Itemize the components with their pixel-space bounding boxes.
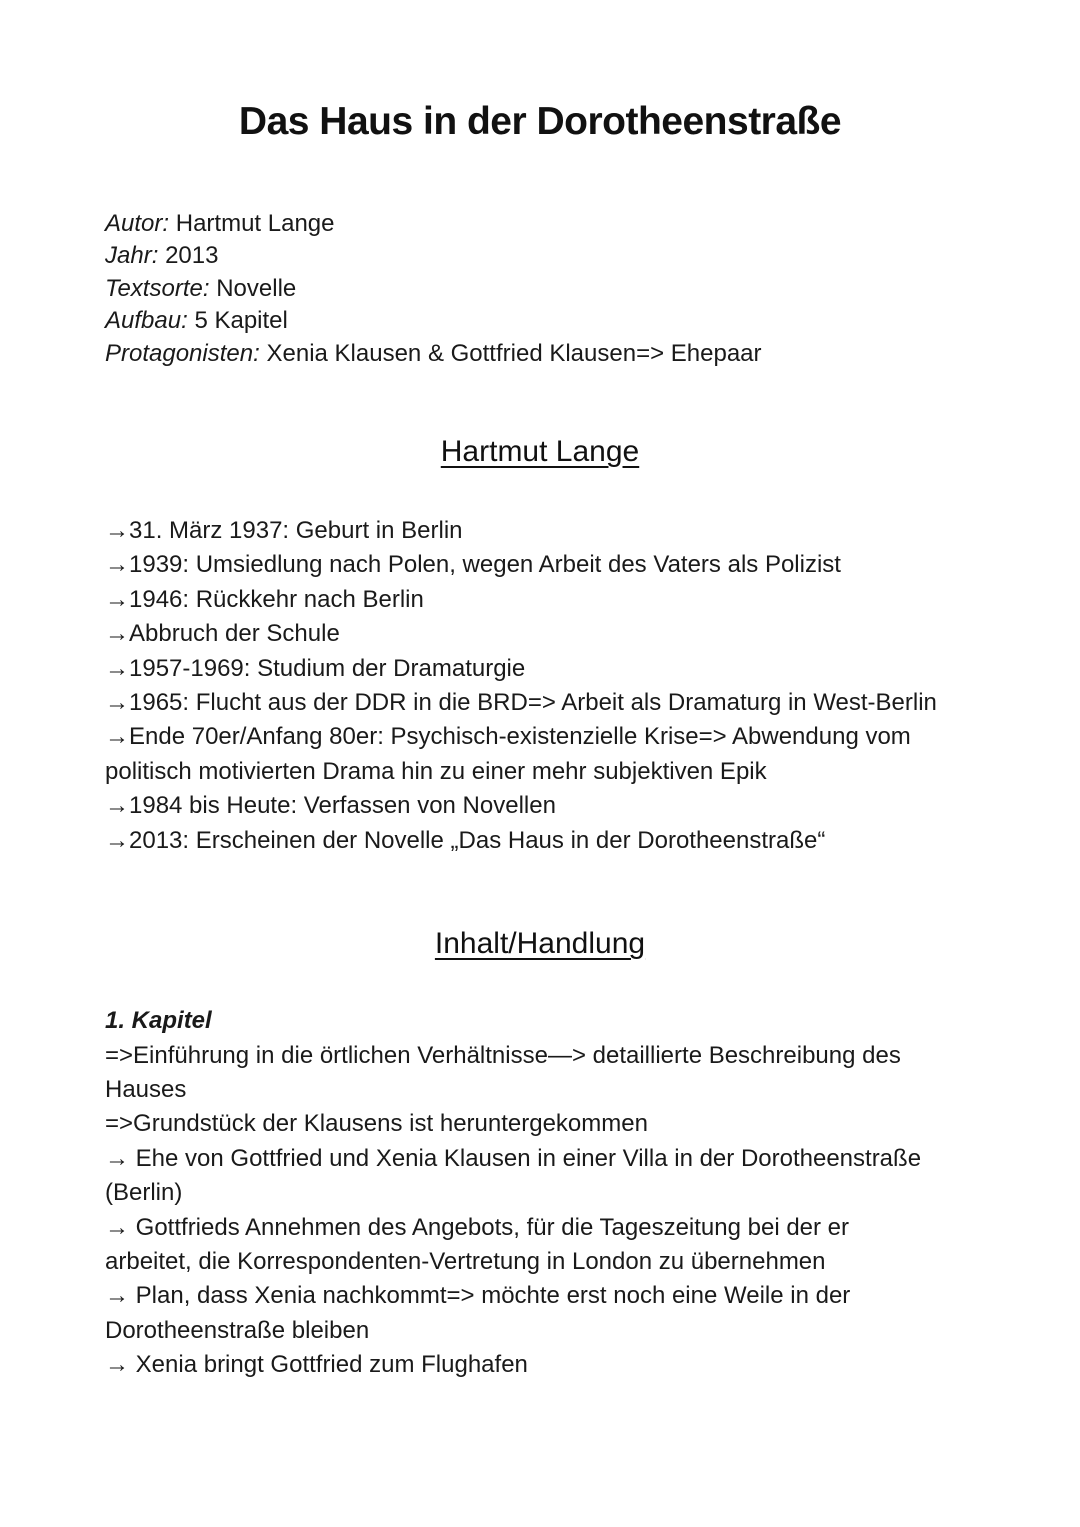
section-heading-hartmut-lange: Hartmut Lange	[440, 435, 640, 469]
meta-row-jahr	[105, 240, 935, 272]
meta-value: Novelle	[216, 274, 297, 302]
meta-value: 2013	[165, 242, 219, 270]
list-item: →Ende 70er/Anfang 80er: Psychisch-existenzielle Krise=> Abwendung vom politisch motivierten Drama hin zu einer mehr subjektiven Epik	[105, 723, 911, 785]
list-item: →2013: Erscheinen der Novelle „Das Haus in der Dorotheenstraße“	[105, 826, 826, 854]
document-title: Das Haus in der Dorotheenstraße	[238, 100, 842, 143]
meta-label: Jahr:	[105, 242, 159, 270]
list-item: →31. März 1937: Geburt in Berlin	[105, 517, 463, 545]
list-item: → Ehe von Gottfried und Xenia Klausen in einer Villa in der Dorotheenstraße (Berlin)	[105, 1144, 922, 1207]
list-item: → Xenia bringt Gottfried zum Flughafen	[105, 1351, 528, 1379]
list-item: =>Einführung in die örtlichen Verhältnisse—> detaillierte Beschreibung des Hauses	[105, 1041, 901, 1103]
meta-label: Aufbau:	[105, 307, 188, 335]
meta-label: Textsorte:	[105, 274, 210, 302]
section-heading-inhalt-handlung: Inhalt/Handlung	[434, 927, 646, 961]
list-item: → Plan, dass Xenia nachkommt=> möchte erst noch eine Weile in der Dorotheenstraße bleiben	[105, 1282, 851, 1344]
meta-row-autor	[105, 208, 935, 240]
chapter-content-list	[105, 1039, 937, 1383]
list-item: →1965: Flucht aus der DDR in die BRD=> Arbeit als Dramaturg in West-Berlin	[105, 689, 937, 717]
meta-label: Protagonisten:	[105, 339, 260, 367]
biography-list	[105, 514, 937, 858]
meta-value: Xenia Klausen & Gottfried Klausen=> Ehepaar	[266, 339, 762, 367]
list-item: →1946: Rückkehr nach Berlin	[105, 585, 424, 613]
list-item: →1957-1969: Studium der Dramaturgie	[105, 654, 526, 682]
list-item: →Abbruch der Schule	[105, 620, 340, 648]
chapter-subheading: 1. Kapitel	[105, 1007, 212, 1035]
meta-row-aufbau	[105, 305, 935, 337]
list-item: → Gottfrieds Annehmen des Angebots, für die Tageszeitung bei der er arbeitet, die Korrespondenten-Vertretung in London zu übernehmen	[105, 1213, 850, 1275]
meta-value: 5 Kapitel	[194, 307, 288, 335]
meta-block	[105, 208, 935, 370]
list-item: →1984 bis Heute: Verfassen von Novellen	[105, 792, 556, 820]
meta-value: Hartmut Lange	[175, 210, 335, 237]
list-item: =>Grundstück der Klausens ist heruntergekommen	[105, 1110, 648, 1138]
meta-label: Autor:	[105, 210, 170, 237]
list-item: →1939: Umsiedlung nach Polen, wegen Arbeit des Vaters als Polizist	[105, 551, 841, 579]
meta-row-protagonisten	[105, 338, 935, 370]
meta-row-textsorte	[105, 273, 935, 305]
